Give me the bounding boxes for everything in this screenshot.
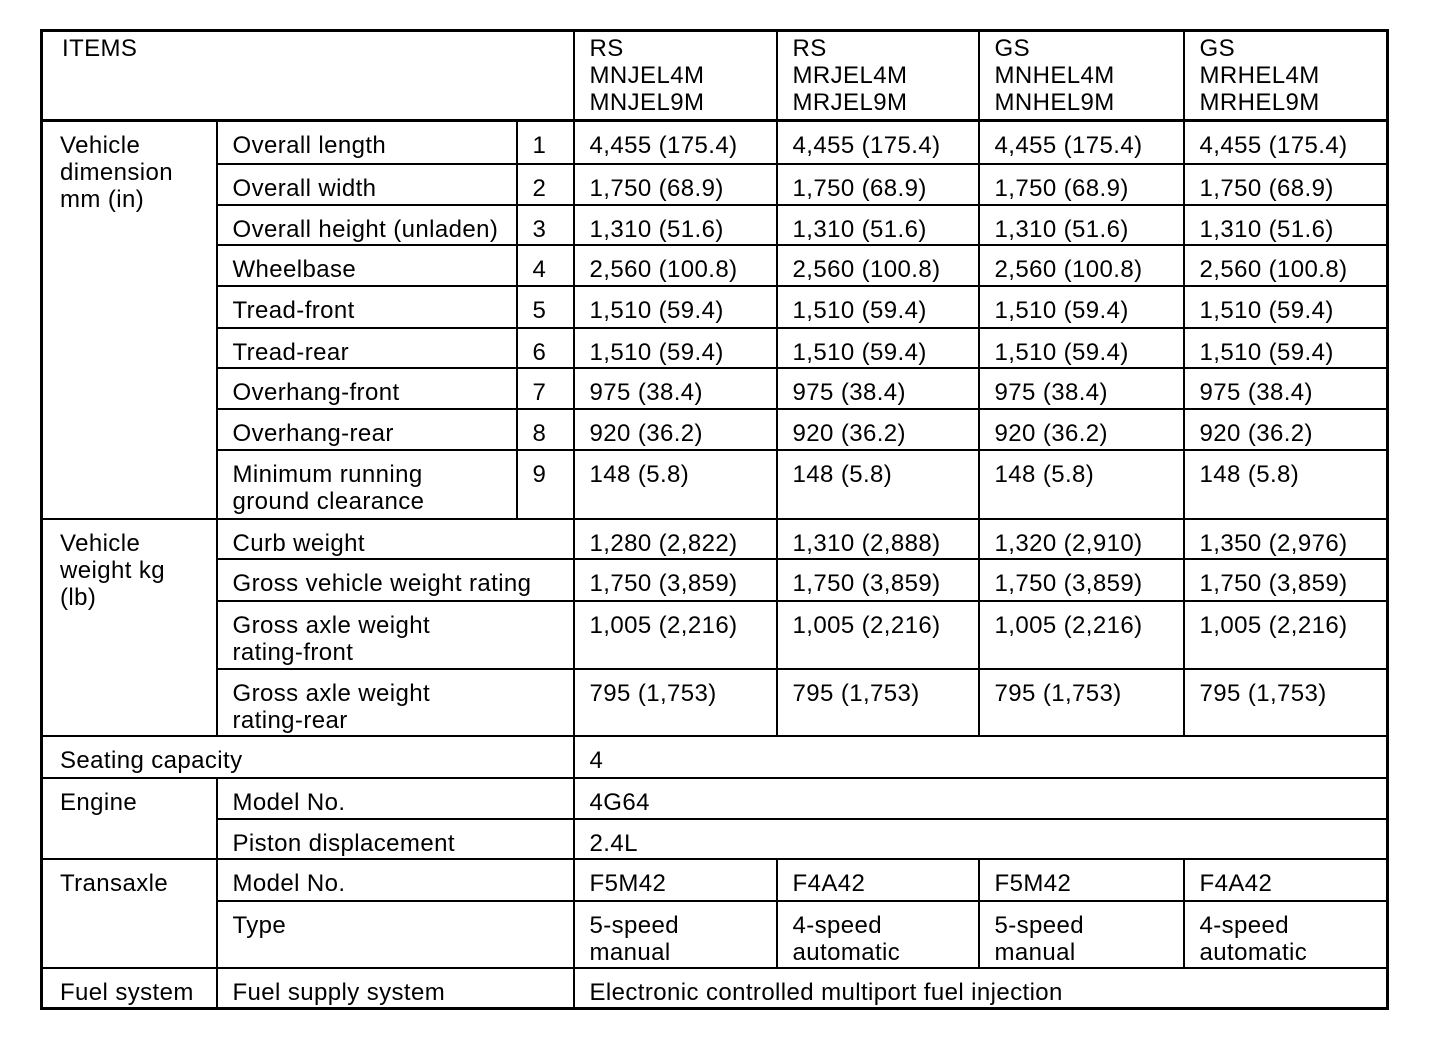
transaxle-label: Transaxle (42, 859, 217, 968)
item-label: Overall height (unladen) (217, 205, 517, 245)
spec-table (40, 29, 1389, 1010)
item-label: Fuel supply system (217, 968, 574, 1009)
item-label-line: Minimum running (232, 460, 423, 488)
header-row (42, 31, 1388, 121)
value-rs-mnjel: 1,510 (59.4) (574, 286, 777, 328)
value-gs-mrhel: 4,455 (175.4) (1184, 121, 1388, 164)
table-row (42, 368, 1388, 409)
item-label: Model No. (217, 778, 574, 819)
item-label-line: Gross axle weight (232, 611, 431, 639)
table-row (42, 450, 1388, 519)
value-gs-mnhel: 1,510 (59.4) (979, 328, 1184, 368)
value-gs-mnhel: 1,750 (68.9) (979, 164, 1184, 205)
table-row (42, 736, 1388, 778)
model-code: MRHEL4M (1199, 62, 1320, 89)
table-row (42, 245, 1388, 286)
value-line: 5-speed (589, 911, 680, 939)
value-rs-mrjel: 1,510 (59.4) (777, 328, 979, 368)
fuel-supply-value: Electronic controlled multiport fuel injection (574, 968, 1388, 1009)
item-label: Model No. (217, 859, 574, 901)
value-line: 5-speed (994, 911, 1085, 939)
value-rs-mnjel: 1,750 (68.9) (574, 164, 777, 205)
item-number: 6 (517, 328, 574, 368)
value-rs-mnjel: 1,005 (2,216) (574, 601, 777, 669)
item-label: Wheelbase (217, 245, 517, 286)
value-gs-mrhel: 920 (36.2) (1184, 409, 1388, 450)
value-gs-mrhel (1184, 901, 1388, 968)
vehicle-weight-label (42, 519, 217, 736)
model-header-gs-mrhel (1184, 31, 1388, 121)
item-label: Overall width (217, 164, 517, 205)
value-rs-mnjel: 1,280 (2,822) (574, 519, 777, 559)
value-rs-mnjel: 2,560 (100.8) (574, 245, 777, 286)
table-row (42, 901, 1388, 968)
value-gs-mrhel: 1,510 (59.4) (1184, 286, 1388, 328)
value-gs-mrhel: 2,560 (100.8) (1184, 245, 1388, 286)
value-gs-mnhel: 148 (5.8) (979, 450, 1184, 519)
value-rs-mrjel: 1,310 (2,888) (777, 519, 979, 559)
seating-capacity-label: Seating capacity (42, 736, 574, 778)
model-code: MNHEL9M (994, 89, 1115, 116)
value-gs-mnhel: 1,510 (59.4) (979, 286, 1184, 328)
items-label: ITEMS (62, 35, 138, 62)
value-line: 4-speed (792, 911, 883, 939)
value-rs-mrjel: F4A42 (777, 859, 979, 901)
vehicle-dimension-label (42, 121, 217, 519)
value-rs-mnjel: F5M42 (574, 859, 777, 901)
value-rs-mrjel: 2,560 (100.8) (777, 245, 979, 286)
value-gs-mrhel: 1,005 (2,216) (1184, 601, 1388, 669)
value-gs-mrhel: 1,750 (3,859) (1184, 559, 1388, 601)
model-grade: RS (589, 35, 624, 62)
item-label (217, 601, 574, 669)
table-row (42, 669, 1388, 736)
value-rs-mrjel: 1,750 (3,859) (777, 559, 979, 601)
model-grade: RS (792, 35, 827, 62)
value-rs-mrjel: 1,510 (59.4) (777, 286, 979, 328)
engine-label: Engine (42, 778, 217, 859)
item-number: 8 (517, 409, 574, 450)
table-row (42, 968, 1388, 1009)
value-gs-mnhel: 1,310 (51.6) (979, 205, 1184, 245)
value-rs-mrjel: 1,005 (2,216) (777, 601, 979, 669)
value-line: automatic (792, 938, 901, 966)
table-row (42, 409, 1388, 450)
value-gs-mnhel: 795 (1,753) (979, 669, 1184, 736)
item-label: Overall length (217, 121, 517, 164)
value-rs-mnjel: 920 (36.2) (574, 409, 777, 450)
value-gs-mnhel: 2,560 (100.8) (979, 245, 1184, 286)
value-gs-mnhel (979, 901, 1184, 968)
label-line: mm (in) (60, 186, 145, 213)
value-rs-mnjel: 975 (38.4) (574, 368, 777, 409)
value-rs-mnjel: 795 (1,753) (574, 669, 777, 736)
table-row (42, 164, 1388, 205)
model-code: MRHEL9M (1199, 89, 1320, 116)
model-code: MRJEL9M (792, 89, 908, 116)
model-header-rs-mrjel (777, 31, 979, 121)
value-gs-mrhel: 148 (5.8) (1184, 450, 1388, 519)
value-rs-mrjel: 795 (1,753) (777, 669, 979, 736)
value-gs-mrhel: 795 (1,753) (1184, 669, 1388, 736)
table-row (42, 205, 1388, 245)
item-number: 1 (517, 121, 574, 164)
table-row (42, 328, 1388, 368)
value-gs-mrhel: F4A42 (1184, 859, 1388, 901)
item-label-line: Gross axle weight (232, 679, 431, 707)
seating-capacity-value: 4 (574, 736, 1388, 778)
item-label (217, 669, 574, 736)
item-number: 7 (517, 368, 574, 409)
label-line: Vehicle (60, 529, 141, 557)
value-rs-mrjel: 975 (38.4) (777, 368, 979, 409)
item-label (217, 450, 517, 519)
fuel-system-label: Fuel system (42, 968, 217, 1009)
item-label: Gross vehicle weight rating (217, 559, 574, 601)
item-label: Overhang-rear (217, 409, 517, 450)
value-gs-mnhel: F5M42 (979, 859, 1184, 901)
value-rs-mnjel: 148 (5.8) (574, 450, 777, 519)
value-gs-mnhel: 1,750 (3,859) (979, 559, 1184, 601)
model-grade: GS (1199, 35, 1235, 62)
value-gs-mnhel: 975 (38.4) (979, 368, 1184, 409)
table-row (42, 819, 1388, 859)
table-row (42, 286, 1388, 328)
label-line: Vehicle (60, 132, 141, 159)
value-gs-mrhel: 975 (38.4) (1184, 368, 1388, 409)
value-rs-mrjel: 1,750 (68.9) (777, 164, 979, 205)
value-gs-mnhel: 4,455 (175.4) (979, 121, 1184, 164)
value-rs-mrjel (777, 901, 979, 968)
value-gs-mnhel: 1,320 (2,910) (979, 519, 1184, 559)
model-code: MNHEL4M (994, 62, 1115, 89)
item-number: 2 (517, 164, 574, 205)
value-rs-mrjel: 148 (5.8) (777, 450, 979, 519)
value-rs-mnjel: 1,310 (51.6) (574, 205, 777, 245)
table-row (42, 601, 1388, 669)
value-line: manual (589, 938, 671, 966)
items-header (42, 31, 574, 121)
value-rs-mnjel: 1,510 (59.4) (574, 328, 777, 368)
value-line: 4-speed (1199, 911, 1290, 939)
item-number: 3 (517, 205, 574, 245)
value-rs-mrjel: 920 (36.2) (777, 409, 979, 450)
item-label: Tread-front (217, 286, 517, 328)
model-grade: GS (994, 35, 1030, 62)
table-row (42, 519, 1388, 559)
model-code: MNJEL9M (589, 89, 705, 116)
table-row (42, 559, 1388, 601)
value-line: automatic (1199, 938, 1308, 966)
engine-model-value: 4G64 (574, 778, 1388, 819)
model-header-rs-mnjel (574, 31, 777, 121)
item-number: 4 (517, 245, 574, 286)
model-header-gs-mnhel (979, 31, 1184, 121)
value-gs-mnhel: 1,005 (2,216) (979, 601, 1184, 669)
item-label: Piston displacement (217, 819, 574, 859)
item-label-line: ground clearance (232, 487, 425, 515)
item-label-line: rating-rear (232, 706, 348, 734)
item-number: 5 (517, 286, 574, 328)
item-label-line: rating-front (232, 638, 354, 666)
value-gs-mrhel: 1,350 (2,976) (1184, 519, 1388, 559)
table-row (42, 778, 1388, 819)
value-gs-mrhel: 1,510 (59.4) (1184, 328, 1388, 368)
item-number: 9 (517, 450, 574, 519)
value-rs-mnjel: 4,455 (175.4) (574, 121, 777, 164)
table-row (42, 121, 1388, 164)
value-gs-mnhel: 920 (36.2) (979, 409, 1184, 450)
label-line: (lb) (60, 583, 97, 611)
value-line: manual (994, 938, 1076, 966)
value-gs-mrhel: 1,310 (51.6) (1184, 205, 1388, 245)
item-label: Tread-rear (217, 328, 517, 368)
value-rs-mrjel: 4,455 (175.4) (777, 121, 979, 164)
value-rs-mrjel: 1,310 (51.6) (777, 205, 979, 245)
item-label: Curb weight (217, 519, 574, 559)
table-row (42, 859, 1388, 901)
item-label: Type (217, 901, 574, 968)
value-rs-mnjel: 1,750 (3,859) (574, 559, 777, 601)
value-rs-mnjel (574, 901, 777, 968)
value-gs-mrhel: 1,750 (68.9) (1184, 164, 1388, 205)
model-code: MNJEL4M (589, 62, 705, 89)
model-code: MRJEL4M (792, 62, 908, 89)
piston-displacement-value: 2.4L (574, 819, 1388, 859)
item-label: Overhang-front (217, 368, 517, 409)
label-line: weight kg (60, 556, 165, 584)
label-line: dimension (60, 159, 173, 186)
